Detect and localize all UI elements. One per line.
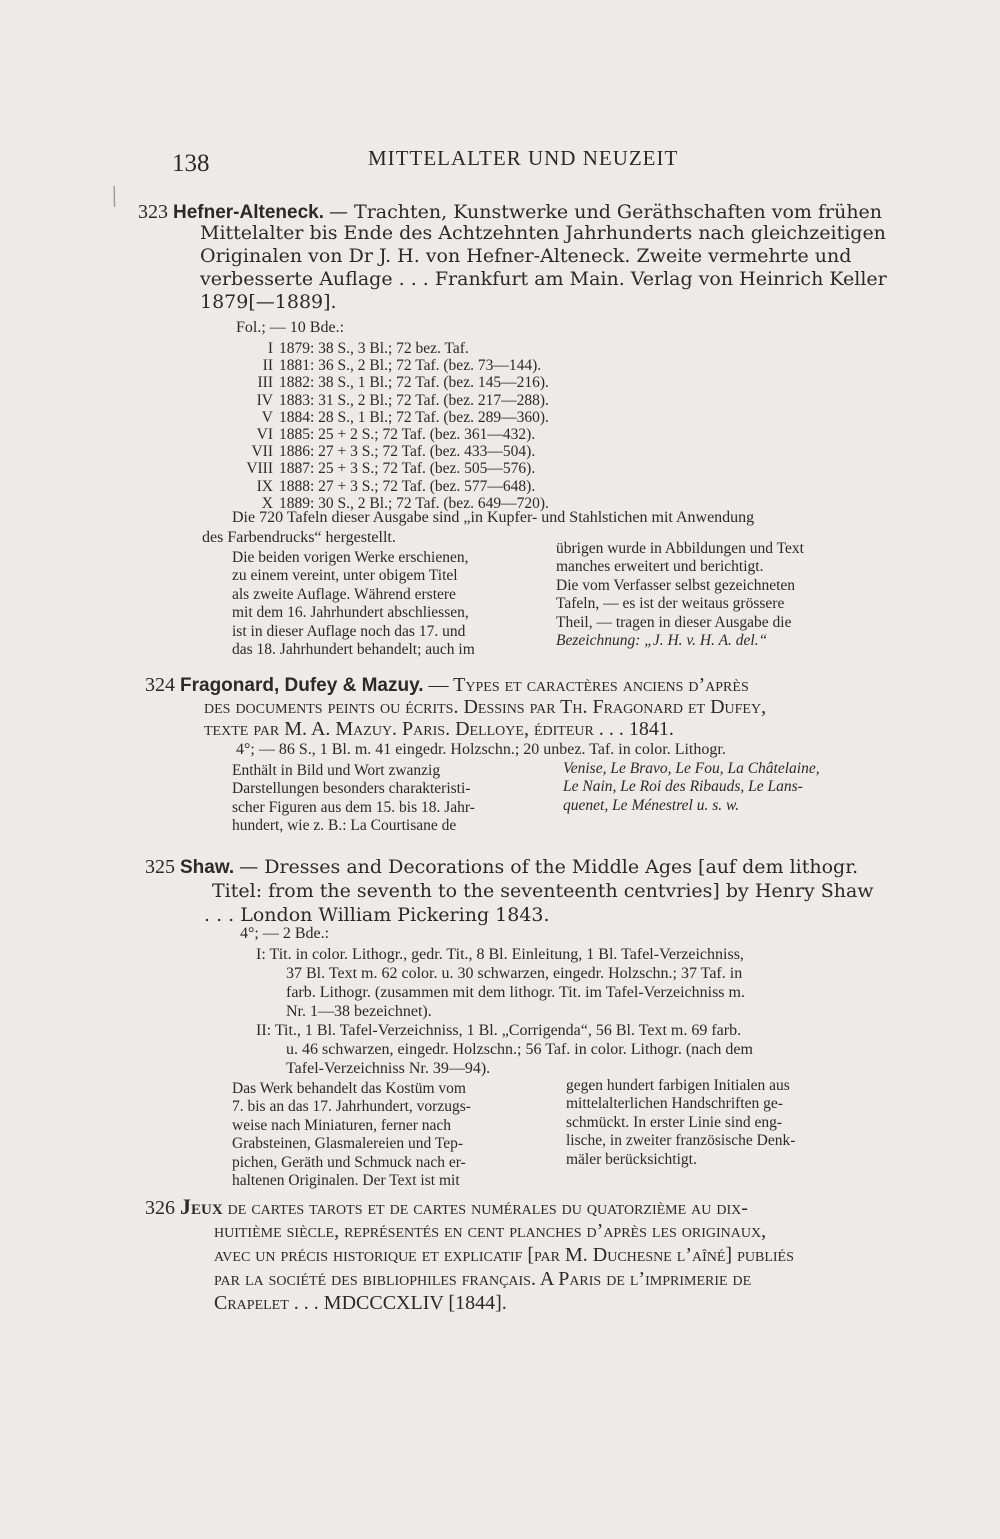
entry-number: 325	[145, 856, 175, 878]
volume-list	[240, 340, 549, 512]
volume-row: V 1884: 28 S., 1 Bl.; 72 Taf. (bez. 289—360).	[261, 408, 549, 426]
volume-row: IV 1883: 31 S., 2 Bl.; 72 Taf. (bez. 217—288).	[256, 391, 549, 409]
entry-title-line: — Dresses and Decorations of the Middle Ages [auf dem lithogr.	[239, 856, 859, 878]
entry-326-line-1	[145, 1195, 748, 1220]
entry-325-line-1	[145, 855, 858, 880]
entry-title-line: — Trachten, Kunstwerke und Geräthschaften vom frühen	[329, 201, 883, 223]
entry-title-line: Crapelet . . . MDCCCXLIV [1844].	[214, 1292, 507, 1314]
commentary-left-column: Die beiden vorigen Werke erschienen, zu einem vereint, unter obigem Titel als zweite Auflage. Während erstere mit dem 16. Jahrhundert abschliessen, ist in dieser Auflage noch das 17. und das 18. Jahrhundert behandelt; auch im	[232, 549, 475, 659]
running-title: MITTELALTER UND NEUZEIT	[368, 146, 679, 170]
entry-title-line: par la société des bibliophiles français. A Paris de l’imprimerie de	[214, 1268, 752, 1290]
commentary-right-column: übrigen wurde in Abbildungen und Text manches erweitert und berichtigt. Die vom Verfasser selbst gezeichneten Tafeln, — es ist der weitaus grössere Theil, — tragen in dieser Ausgabe die Bezeichnung: „J. H. v. H. A. del.“	[556, 540, 804, 650]
volume-line: u. 46 schwarzen, eingedr. Holzschn.; 56 Taf. in color. Lithogr. (nach dem	[286, 1041, 753, 1058]
entry-note-line: Die 720 Tafeln dieser Ausgabe sind „in Kupfer- und Stahlstichen mit Anwendung	[232, 509, 755, 526]
entry-note-line: des Farbendrucks“ hergestellt.	[202, 529, 396, 546]
entry-title-line: huitième siècle, représentés en cent planches d’après les originaux,	[214, 1220, 767, 1242]
entry-number: 324	[145, 674, 175, 696]
entry-author: Shaw.	[180, 857, 235, 878]
volume-line: Tafel-Verzeichniss Nr. 39—94).	[286, 1060, 491, 1077]
entry-number: 323	[138, 201, 168, 223]
volume-line: 37 Bl. Text m. 62 color. u. 30 schwarzen, eingedr. Holzschn.; 37 Taf. in	[286, 965, 743, 982]
entry-number: 326	[145, 1197, 175, 1219]
commentary-left-column: Enthält in Bild und Wort zwanzig Darstellungen besonders charakteristi- scher Figuren aus dem 15. bis 18. Jahr- hundert, wie z. B.: La Courtisane de	[232, 762, 475, 835]
entry-format: 4°; — 86 S., 1 Bl. m. 41 eingedr. Holzschn.; 20 unbez. Taf. in color. Lithogr.	[236, 741, 726, 758]
entry-author: Jeux	[180, 1194, 223, 1219]
volume-row: II 1881: 36 S., 2 Bl.; 72 Taf. (bez. 73—144).	[262, 357, 542, 375]
commentary-right-column: Venise, Le Bravo, Le Fou, La Châtelaine, Le Nain, Le Roi des Ribauds, Le Lans- quenet, Le Ménestrel u. s. w.	[563, 760, 820, 814]
volume-line: farb. Lithogr. (zusammen mit dem lithogr. Tit. im Tafel-Verzeichniss m.	[286, 984, 745, 1001]
page-number: 138	[172, 150, 210, 177]
entry-title-line: verbesserte Auflage . . . Frankfurt am Main. Verlag von Heinrich Keller	[200, 268, 887, 290]
entry-title-line: . . . London William Pickering 1843.	[204, 904, 550, 926]
entry-author: Hefner-Alteneck.	[173, 202, 324, 223]
volume-row: IX 1888: 27 + 3 S.; 72 Taf. (bez. 577—648).	[256, 477, 536, 495]
entry-title-line: Titel: from the seventh to the seventeenth centvries] by Henry Shaw	[212, 880, 874, 902]
entry-title-line: des documents peints ou écrits. Dessins par Th. Fragonard et Dufey,	[204, 696, 767, 718]
entry-format: Fol.; — 10 Bde.:	[236, 319, 345, 336]
entry-title-line: 1879[—1889].	[200, 291, 337, 313]
entry-format: 4°; — 2 Bde.:	[240, 925, 330, 942]
margin-pencil-mark: \	[105, 179, 124, 214]
volume-row: VII 1886: 27 + 3 S.; 72 Taf. (bez. 433—504).	[251, 443, 536, 461]
volume-line: I: Tit. in color. Lithogr., gedr. Tit., 8 Bl. Einleitung, 1 Bl. Tafel-Verzeichniss,	[256, 946, 744, 963]
commentary-right-column: gegen hundert farbigen Initialen aus mittelalterlichen Handschriften ge- schmückt. In erster Linie sind eng- lische, in zweiter französische Denk- mäler berücksichtigt.	[566, 1077, 796, 1168]
volume-row: III 1882: 38 S., 1 Bl.; 72 Taf. (bez. 145—216).	[257, 374, 549, 392]
entry-title-line: texte par M. A. Mazuy. Paris. Delloye, éditeur . . . 1841.	[204, 718, 674, 740]
volume-row: I 1879: 38 S., 3 Bl.; 72 bez. Taf.	[267, 340, 469, 357]
volume-row: X 1889: 30 S., 2 Bl.; 72 Taf. (bez. 649—720).	[261, 494, 549, 512]
volume-line: II: Tit., 1 Bl. Tafel-Verzeichniss, 1 Bl. „Corrigenda“, 56 Bl. Text m. 69 farb.	[256, 1022, 742, 1039]
entry-title-line: Mittelalter bis Ende des Achtzehnten Jahrhunderts nach gleichzeitigen	[200, 222, 886, 244]
entry-author: Fragonard, Dufey & Mazuy.	[180, 675, 424, 696]
entry-title-line: Originalen von Dr J. H. von Hefner-Alteneck. Zweite vermehrte und	[200, 245, 852, 267]
entry-title-line: de cartes tarots et de cartes numérales du quatorzième au dix-	[227, 1197, 748, 1219]
volume-row: VIII 1887: 25 + 3 S.; 72 Taf. (bez. 505—576).	[246, 460, 536, 478]
commentary-left-column: Das Werk behandelt das Kostüm vom 7. bis an das 17. Jahrhundert, vorzugs- weise nach Miniaturen, ferner nach Grabsteinen, Glasmalereien und Tep- pichen, Geräth und Schmuck nach er- haltenen Originalen. Der Text ist mit	[232, 1080, 471, 1190]
entry-title-line: avec un précis historique et explicatif [par M. Duchesne l’aîné] publiés	[214, 1244, 794, 1266]
entry-title-line: — Types et caractères anciens d’après	[428, 674, 749, 696]
volume-line: Nr. 1—38 bezeichnet).	[286, 1003, 432, 1020]
volume-row: VI 1885: 25 + 2 S.; 72 Taf. (bez. 361—432).	[256, 425, 536, 443]
